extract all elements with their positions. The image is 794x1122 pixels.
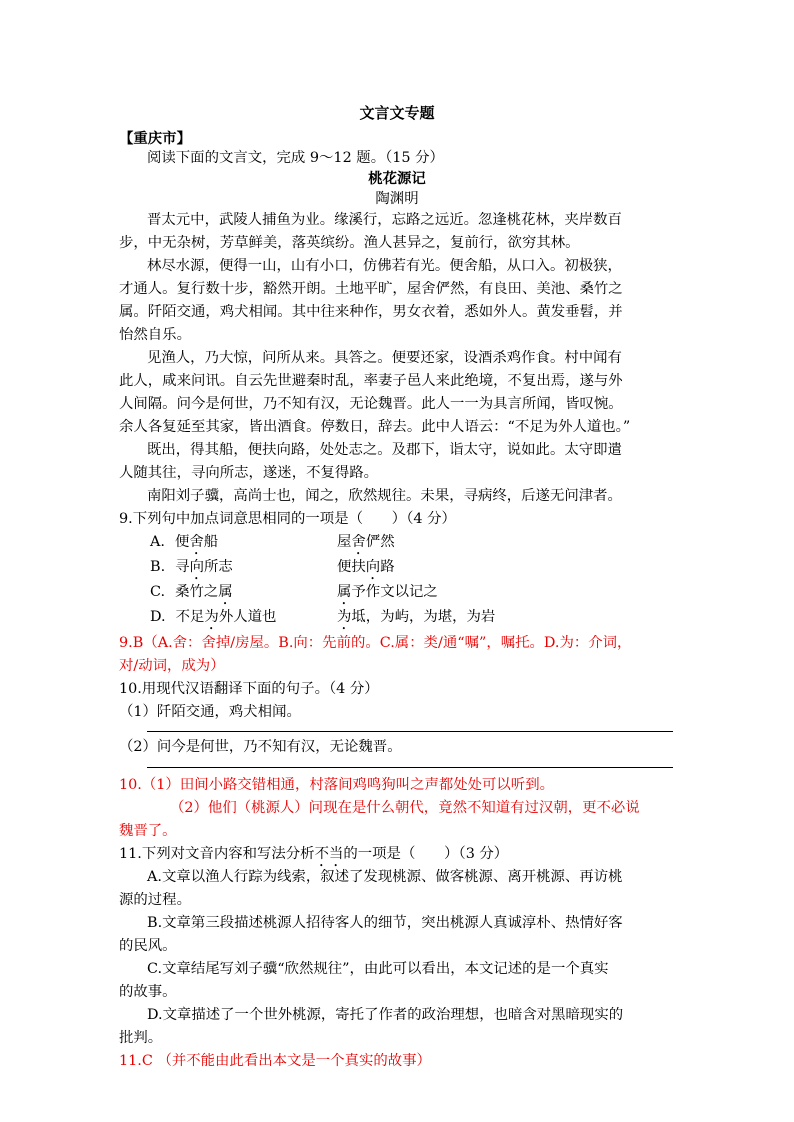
- dotted-word: 为: [204, 609, 219, 625]
- question-10-item-2: （2）问今是何世，乃不知有汉，无论魏晋。: [119, 739, 402, 755]
- passage-line: 此人，咸来问讯。自云先世避秦时乱，率妻子邑人来此绝境，不复出焉，遂与外: [119, 373, 623, 389]
- option-letter: B.: [150, 559, 166, 575]
- option-b-compare: 便扶向路: [337, 559, 395, 575]
- option-line: A.文章以渔人行踪为线索，叙述了发现桃源、做客桃源、离开桃源、再访桃: [147, 869, 623, 885]
- passage-line: 人间隔。问今是何世，乃不知有汉，无论魏晋。此人一一为具言所闻，皆叹惋。: [119, 396, 623, 412]
- dotted-word: 属: [337, 584, 352, 600]
- question-11-stem: 11.下列对文音内容和写法分析不当的一项是（ ）（3 分）: [119, 846, 509, 862]
- passage-line: 南阳刘子骥，高尚士也，闻之，欣然规往。未果，寻病终，后遂无问津者。: [147, 488, 622, 504]
- option-line: 源的过程。: [119, 892, 191, 908]
- dotted-word: 向: [365, 559, 381, 575]
- passage-line: 怡然自乐。: [119, 327, 191, 343]
- dotted-word: 为: [337, 609, 352, 625]
- option-letter: D.: [150, 609, 166, 625]
- answer-10-line: 魏晋了。: [119, 823, 177, 839]
- option-line: D.文章描述了一个世外桃源，寄托了作者的政治理想，也暗含对黑暗现实的: [147, 1007, 624, 1023]
- option-line: B.文章第三段描述桃源人招待客人的细节，突出桃源人真诚淳朴、热情好客: [147, 915, 623, 931]
- dotted-word: 舍: [351, 534, 366, 550]
- passage-line: 属。阡陌交通，鸡犬相闻。其中往来种作，男女衣着，悉如外人。黄发垂髫，并: [119, 304, 623, 320]
- dotted-word: 不当: [314, 846, 344, 862]
- dotted-word: 属: [218, 584, 233, 600]
- passage-author: 陶渊明: [375, 191, 419, 207]
- option-line: 的故事。: [119, 984, 177, 1000]
- option-c-compare: 属予作文以记之: [337, 584, 438, 600]
- instruction-text: 阅读下面的文言文，完成 9～12 题。（15 分）: [147, 150, 444, 166]
- document-title: 文言文专题: [359, 104, 435, 122]
- passage-line: 见渔人，乃大惊，问所从来。具答之。便要还家，设酒杀鸡作食。村中闻有: [147, 350, 622, 366]
- dotted-word: 舍: [189, 534, 204, 550]
- option-line: 的民风。: [119, 938, 177, 954]
- option-a: A. 便舍船: [150, 534, 219, 550]
- option-line: C.文章结尾写刘子骥“欣然规往”，由此可以看出，本文记述的是一个真实: [147, 961, 609, 977]
- option-line: 批判。: [119, 1030, 163, 1046]
- region-heading: 【重庆市】: [119, 131, 191, 147]
- option-b: B. 寻向所志: [150, 559, 233, 575]
- option-c: C. 桑竹之属: [150, 584, 233, 600]
- passage-line: 人随其往，寻向所志，遂迷，不复得路。: [119, 465, 379, 481]
- question-10-item-1: （1）阡陌交通，鸡犬相闻。: [119, 704, 301, 720]
- dotted-word: 向: [189, 559, 204, 575]
- passage-line: 余人各复延至其家，皆出酒食。停数日，辞去。此中人语云：“不足为外人道也。”: [119, 419, 631, 435]
- answer-line: [147, 731, 673, 732]
- answer-11: 11.C （并不能由此看出本文是一个真实的故事）: [119, 1053, 431, 1069]
- passage-line: 既出，得其船，便扶向路，处处志之。及郡下，诣太守，说如此。太守即遣: [147, 442, 622, 458]
- answer-9-line: 对/动词，成为）: [119, 658, 225, 674]
- option-a-compare: 屋舍俨然: [337, 534, 395, 550]
- option-letter: A.: [150, 534, 165, 550]
- passage-title: 桃花源记: [368, 171, 426, 187]
- answer-9-line: 9.B（A.舍：舍掉/房屋。B.向：先前的。C.属：类/通“嘱”，嘱托。D.为：介词，: [119, 635, 632, 651]
- question-9-stem: 9.下列句中加点词意思相同的一项是（ ）（4 分）: [119, 511, 456, 527]
- option-d-compare: 为坻，为屿，为堪，为岩: [337, 609, 496, 625]
- answer-10-line: 10.（1）田间小路交错相通，村落间鸡鸣狗叫之声都处处可以听到。: [119, 777, 554, 793]
- answer-line: [147, 767, 673, 768]
- option-letter: C.: [150, 584, 166, 600]
- answer-10-line: （2）他们（桃源人）问现在是什么朝代，竟然不知道有过汉朝，更不必说: [170, 800, 640, 816]
- passage-line: 才通人。复行数十步，豁然开朗。土地平旷，屋舍俨然，有良田、美池、桑竹之: [119, 281, 623, 297]
- passage-line: 林尽水源，便得一山，山有小口，仿佛若有光。便舍船，从口入。初极狭，: [147, 258, 622, 274]
- option-d: D. 不足为外人道也: [150, 609, 277, 625]
- question-10-stem: 10.用现代汉语翻译下面的句子。（4 分）: [119, 681, 379, 697]
- passage-line: 晋太元中，武陵人捕鱼为业。缘溪行，忘路之远近。忽逢桃花林，夹岸数百: [147, 212, 622, 228]
- passage-line: 步，中无杂树，芳草鲜美，落英缤纷。渔人甚异之，复前行，欲穷其林。: [119, 235, 580, 251]
